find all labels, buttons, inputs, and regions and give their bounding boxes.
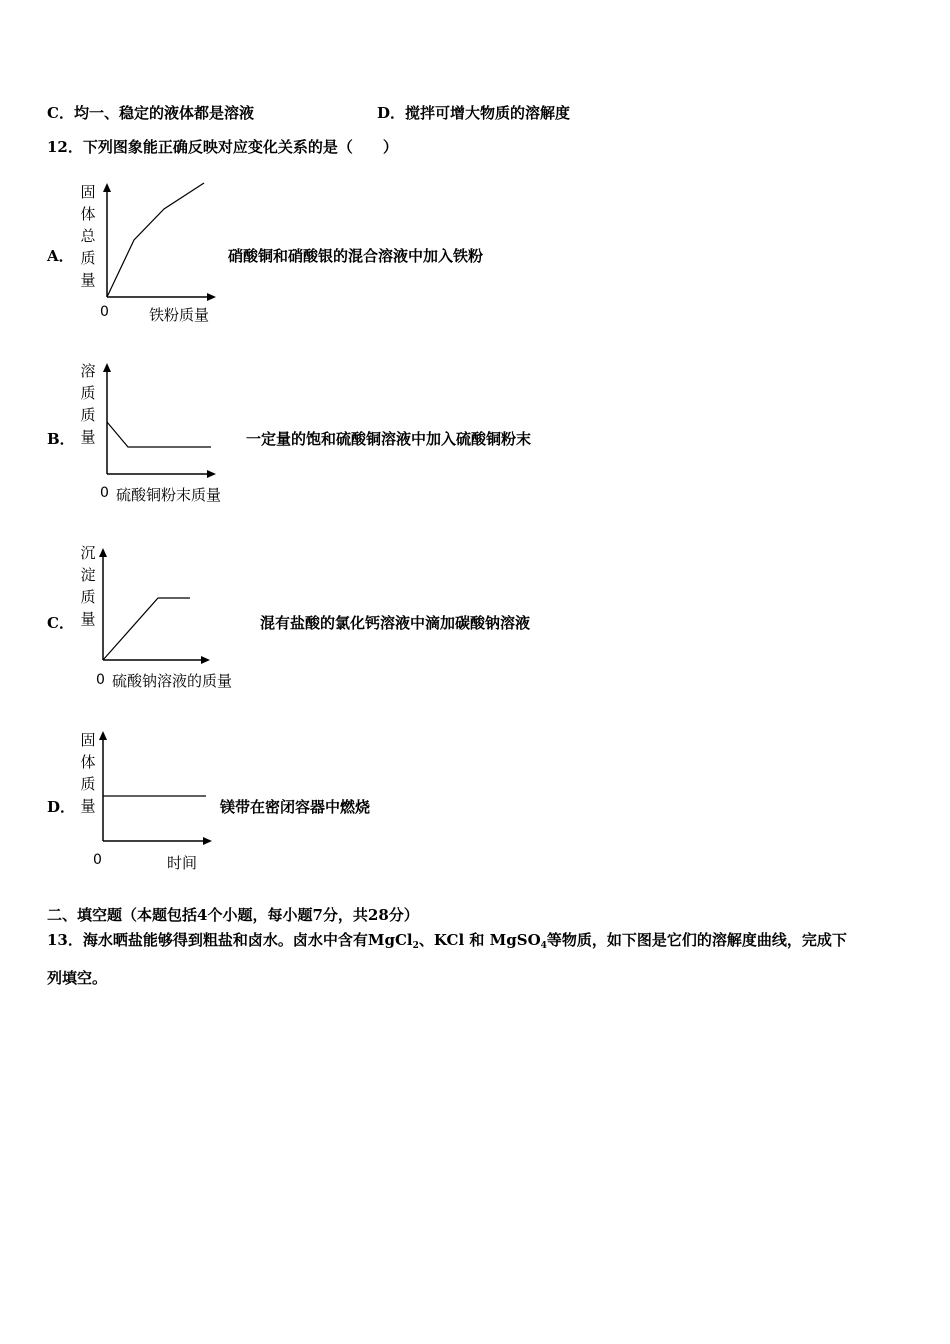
option-a-description: 硝酸铜和硝酸银的混合溶液中加入铁粉 bbox=[228, 247, 484, 265]
graph-d-x-arrow bbox=[203, 837, 212, 845]
graph-b-y-arrow bbox=[103, 363, 111, 372]
option-d-xlabel: 时间 bbox=[167, 854, 198, 872]
graph-d bbox=[96, 728, 226, 848]
option-b-description: 一定量的饱和硫酸铜溶液中加入硫酸铜粉末 bbox=[246, 430, 532, 448]
graph-b bbox=[100, 360, 230, 480]
option-c-xlabel: 硫酸钠溶液的质量 bbox=[112, 672, 233, 690]
graph-a-x-arrow bbox=[207, 293, 216, 301]
graph-a-curve bbox=[107, 183, 204, 297]
graph-a-y-arrow bbox=[103, 183, 111, 192]
option-a-xlabel: 铁粉质量 bbox=[149, 306, 210, 324]
option-c-letter: C． bbox=[47, 614, 74, 632]
option-b-origin: 0 bbox=[100, 485, 109, 501]
graph-c bbox=[96, 545, 226, 670]
formula-kcl: KCl bbox=[433, 931, 465, 949]
graph-c-curve bbox=[103, 598, 190, 660]
option-d-letter: D． bbox=[47, 798, 76, 816]
question-13-line1: 13．海水晒盐能够得到粗盐和卤水。卤水中含有MgCl$_2$、KCl 和 MgSO$_4$等物质，如下图是它们的溶解度曲线，完成下 bbox=[47, 931, 847, 951]
graph-c-x-arrow bbox=[201, 656, 210, 664]
graph-c-y-arrow bbox=[99, 548, 107, 557]
option-b-ylabel: 溶 质 质 量 bbox=[80, 362, 96, 446]
option-c-prev: C．均一、稳定的液体都是溶液 bbox=[47, 104, 254, 122]
option-a-letter: A． bbox=[47, 247, 74, 265]
formula-mgcl2: MgCl$_2$ bbox=[367, 931, 419, 951]
option-d-description: 镁带在密闭容器中燃烧 bbox=[220, 798, 371, 816]
option-b-xlabel: 硫酸铜粉末质量 bbox=[116, 486, 222, 504]
option-d-prev: D．搅拌可增大物质的溶解度 bbox=[377, 104, 571, 122]
graph-d-y-arrow bbox=[99, 731, 107, 740]
graph-b-x-arrow bbox=[207, 470, 216, 478]
option-d-ylabel: 固 体 质 量 bbox=[80, 731, 96, 815]
question-12-stem: 12．下列图象能正确反映对应变化关系的是（ ） bbox=[47, 138, 398, 156]
graph-b-curve bbox=[107, 422, 211, 447]
question-13-line2: 列填空。 bbox=[47, 969, 108, 987]
option-a-ylabel: 固 体 总 质 量 bbox=[80, 183, 96, 289]
graph-a bbox=[100, 180, 230, 310]
option-d-origin: 0 bbox=[93, 852, 102, 868]
option-b-letter: B． bbox=[47, 430, 75, 448]
option-a-origin: 0 bbox=[100, 304, 109, 320]
option-c-origin: 0 bbox=[96, 672, 105, 688]
option-c-description: 混有盐酸的氯化钙溶液中滴加碳酸钠溶液 bbox=[260, 614, 531, 632]
section-2-heading: 二、填空题（本题包括4个小题，每小题7分，共28分） bbox=[47, 906, 419, 924]
option-c-ylabel: 沉 淀 质 量 bbox=[80, 544, 96, 628]
formula-mgso4: MgSO$_4$ bbox=[489, 931, 547, 951]
